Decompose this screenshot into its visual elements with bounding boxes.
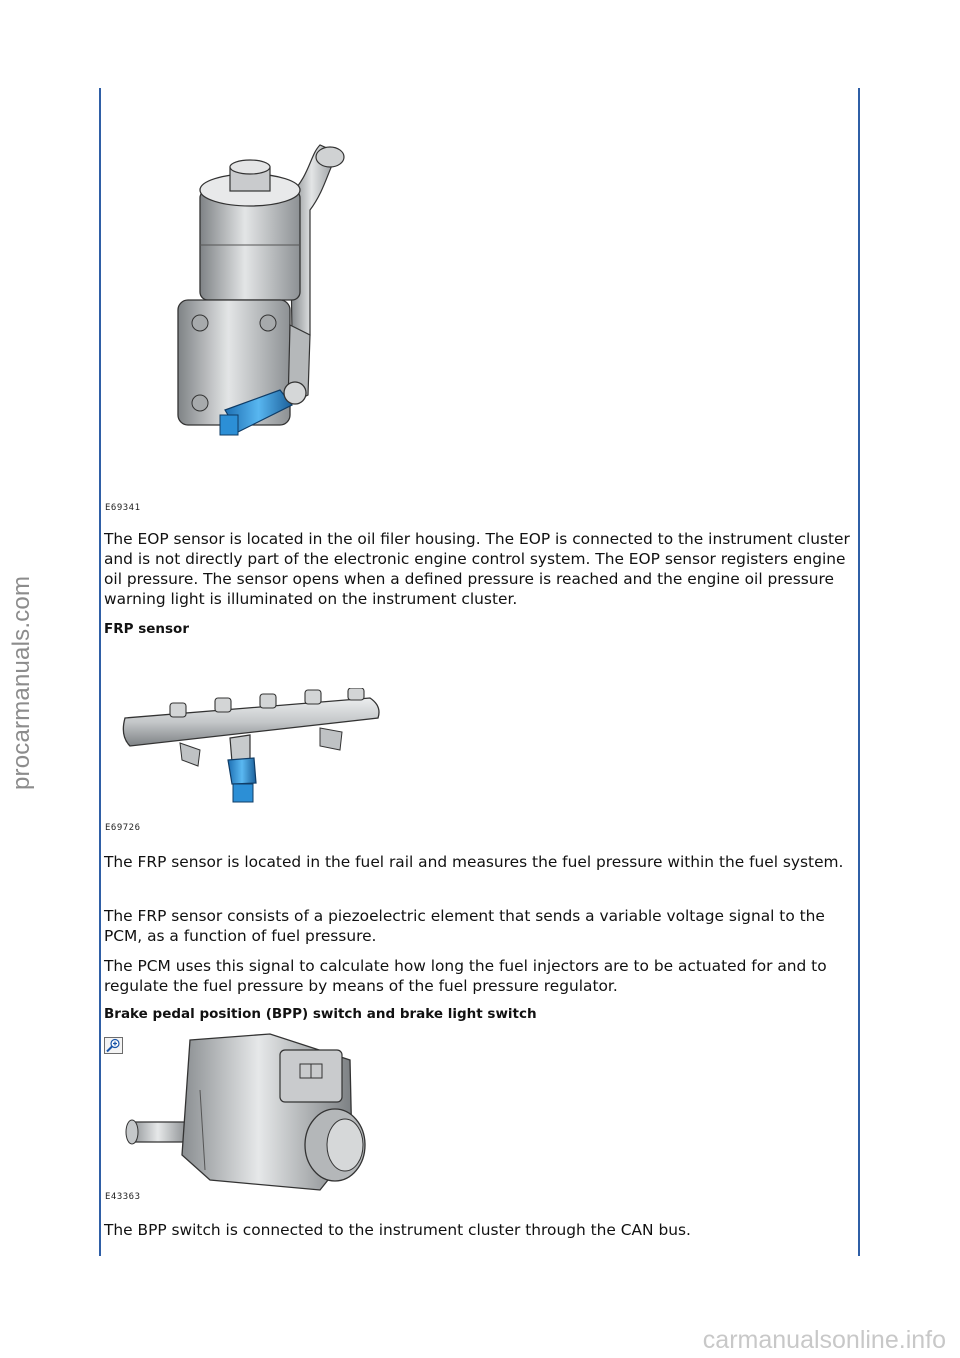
bpp-heading: Brake pedal position (BPP) switch and brake light switch <box>104 1006 537 1022</box>
figure-code-bpp: E43363 <box>105 1192 141 1202</box>
oil-filter-housing-illustration <box>160 135 370 440</box>
bpp-description: The BPP switch is connected to the instrument cluster through the CAN bus. <box>104 1221 691 1239</box>
fuel-rail-illustration <box>120 688 385 806</box>
frp-heading: FRP sensor <box>104 621 189 637</box>
figure-code-frp: E69726 <box>105 823 141 833</box>
brake-switch-illustration <box>120 1030 370 1195</box>
right-margin-rule <box>858 88 860 1256</box>
frp-description-3: The PCM uses this signal to calculate how long the fuel injectors are to be actuated for and to regulate the fuel pressure by means of the fuel pressure regulator. <box>104 957 827 995</box>
bottom-watermark: carmanualsonline.info <box>702 1326 946 1354</box>
left-margin-rule <box>99 88 101 1256</box>
side-watermark: procarmanuals.com <box>8 575 35 790</box>
figure-code-eop: E69341 <box>105 503 141 513</box>
frp-description-1: The FRP sensor is located in the fuel rail and measures the fuel pressure within the fuel system. <box>104 853 844 871</box>
eop-description: The EOP sensor is located in the oil filer housing. The EOP is connected to the instrument cluster and is not directly part of the electronic engine control system. The EOP sensor registers engine oil pressure. The sensor opens when a defined pressure is reached and the engine oil pressure warning light is illuminated on the instrument cluster. <box>104 530 850 608</box>
frp-description-2: The FRP sensor consists of a piezoelectric element that sends a variable voltage signal to the PCM, as a function of fuel pressure. <box>104 907 825 945</box>
